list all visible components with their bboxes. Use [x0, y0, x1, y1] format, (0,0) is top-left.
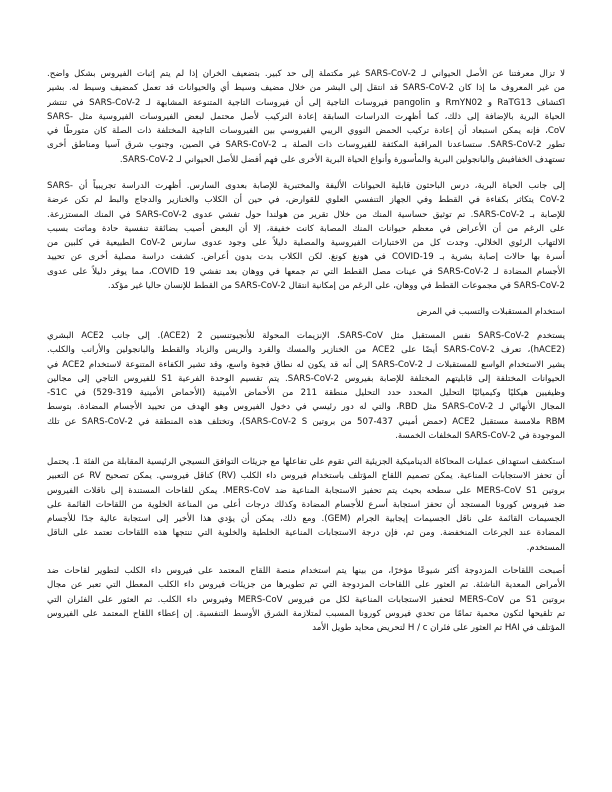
text-line: أسرة بها حالات إصابة بشرية بـ COVID-19 في هونغ كونغ. لكن الكلاب بدت بدون أعراض. كشفت دراسة مصلية أخرى عن تحييد — [47, 252, 565, 263]
text-line: بروتين MERS-CoV S1 على سطحه بحيث يتم تحفيز الاستجابة المناعية ضد MERS-CoV. يمكن للقاحات المستندة إلى ناقلات الفيروس — [47, 485, 565, 496]
text-line: RBM ملامسة مستقبل ACE2 (حمض أميني 437-507 من بروتين SARS-CoV-2 S)، وتختلف هذه المنطقة في SARS-CoV-2 عن تلك — [47, 416, 565, 427]
text-line: CoV-2 يتكاثر بكفاءة في القطط وفي الجهاز التنفسي العلوي للقوارض، في حين أن الكلاب والخنازير والدجاج والبط لم تكن عرضة — [47, 195, 565, 206]
text-line: الأجسام المضادة لـ SARS-CoV-2 في عينات مصل القطط التي تم جمعها في ووهان بعد تفشي COVID 19، مما يوفر دليلاً على عدوى — [47, 266, 565, 277]
text-line: استكشف استهداف عمليات المحاكاة الديناميكية الجزيئية التي تقوم على تفاعلها مع جزيئات التوافق النسيجي الرئيسية المقابلة من الفئة 1. يحتمل — [47, 457, 565, 467]
text-line: المجال الأنهائي لـ SARS-CoV-2 مثل RBD، والتي له دور رئيسي في دخول الفيروس وهو الهدف من تحييد الأجسام المضادة. بتوسط — [47, 402, 565, 413]
paragraph-vaccine-vectors — [47, 455, 565, 555]
text-line: اكتشاف RaTG13 و RmYN02 و pangolin فيروسات التاجية إلى أن فيروسات التاجية المتنوعة المشابهة لـ SARS-CoV-2 في تنتشر — [47, 97, 565, 108]
text-line: المستخدم. — [526, 542, 565, 553]
text-line: للإصابة بـ SARS-CoV-2. تم توثيق حساسية المنك من خلال تقرير من هولندا حول تفشي عدوى SARS-CoV-2 في المنك المستزرعة. — [47, 209, 565, 220]
text-line: SARS-CoV-2 في مجموعات القطط في ووهان، على الرغم من إمكانية انتقال SARS-CoV-2 من القطط للإنسان حاليا غير مؤكد. — [107, 281, 565, 292]
text-line: الحياة البرية بالإضافة إلى ذلك، كما أظهرت الدراسات السابقة إعادة التركيب لأصل محتمل لبعض الفيروسات الفيروسية مثل -SARS — [47, 111, 565, 122]
section-heading: استخدام المستقبلات والتسبب في المرض — [416, 307, 565, 317]
text-line: إلى جانب الحياة البرية، درس الباحثون قابلية الحيوانات الأليفة والمختبرية للإصابة بعدوى السارس. أظهرت الدراسة تجريبياً أن -SARS — [47, 181, 565, 191]
text-line: أن تحفز الاستجابات المناعية. يمكن تصميم اللقاح المؤتلف باستخدام فيروس داء الكلب (RV) كناقل فيروسي. يمكن تصحيح RV عن التعبير — [47, 471, 565, 482]
text-line: يستخدم SARS-CoV-2 نفس المستقبل مثل SARS-CoV، الإنزيمات المحولة للأنجيوتنسين 2 (ACE2). إلى جانب ACE2 البشري — [47, 331, 565, 341]
text-line: (hACE2)، تعرف SARS-CoV-2 أيضًا على ACE2 من الخنازير والمسك والقرد والريس والزباد والقطط والبانجولين والأرانب والكلب. — [47, 345, 565, 356]
paragraph-dual-vaccines — [47, 564, 565, 635]
text-line: لا تزال معرفتنا عن الأصل الحيواني لـ SARS-CoV-2 غير مكتملة إلى حد كبير. بتضعيف الخران إذا لم يتم إثبات الفيروس بشكل واضح. — [47, 69, 565, 79]
text-line: الحيوانات المختلفة إلى قابليتهم المختلفة للإصابة بفيروس SARS-CoV-2. يتم تقسيم الوحدة الفرعية S1 للفيروس التاجي إلى مجالين — [47, 373, 565, 384]
paragraph-animal-origin — [47, 67, 565, 167]
text-line: الموجودة في SARS-CoV-2 المخلفات الخمسة. — [395, 431, 565, 442]
text-line: المؤتلف في HAI تم العثور على فئران H / c لتحريض محايد طويل الأمد — [312, 623, 565, 634]
paragraph-receptor-usage — [47, 329, 565, 443]
text-line: تستهدف الخفافيش والبانجولين البرية والمأسورة وأنواع الحياة البرية الأخرى على فهم أفضل للأصل الحيواني لـ SARS-CoV-2. — [119, 154, 565, 165]
text-line: وظيفيين هيكليًا وكيميائيًا التحليل المحدد حدد التحليل منطقة 211 من الأحماض الأمينية (الأحماض الأمينية 319-529) في S1C- — [47, 388, 565, 399]
paragraph-animal-susceptibility — [47, 179, 565, 293]
text-line: الجسيمات القائمة على ناقل الجسيمات إيجابية الجرام (GEM). ومع ذلك، يمكن أن يؤدي هذا الأخير إلى استجابة عالية جدًا للأجسام — [47, 514, 565, 525]
text-line: أصبحت اللقاحات المزدوجة أكثر شيوعًا مؤخرًا، من بينها يتم استخدام منصة اللقاح المعتمد على فيروس داء الكلب لتطوير لقاحات ضد — [47, 566, 565, 576]
text-line: من غير المعروف ما إذا كان SARS-CoV-2 قد انتقل إلى البشر من خلال مضيف وسيط أي والحيوانات قد تعمل كمضيف وسيط له. بشير — [47, 83, 565, 94]
text-line: المضادة عند الجرعات المنخفضة. ومن ثم، فإن درجة الاستجابات المناعية الخلطية والخلوية التي تنتجها هذه اللقاحات تعتمد على الناقل — [47, 528, 565, 539]
text-line: CoV، فإنه يمكن استبعاد أن إعادة تركيب الحمض النووي الريبي الفيروسي بين الفيروسات التاجية المختلفة ذات الصلة كان متورطًا في — [47, 126, 565, 137]
text-line: تطور SARS-CoV-2. ستساعدنا المراقبة المكثفة للفيروسات ذات الصلة بـ SARS-CoV-2 في الصين، وجنوب شرق آسيا ومناطق أخرى — [47, 140, 565, 151]
text-line: الالتهاب الرئوي الخلالي. وجدت كل من الاختبارات الفيروسية والمصلية دليلاً على وجود عدوى سارس CoV-2 الطبيعية في كلبين من — [47, 238, 565, 249]
text-line: تم تلقيحها لتكون محمية تمامًا من تحدي فيروس كورونا المسبب لمتلازمة الشرق الأوسط التنفسية. إن إعطاء اللقاح المعتمد على الفيروس — [47, 608, 565, 619]
text-line: بروتين S1 من MERS-CoV لتحفيز الاستجابات المناعية لكل من فيروس MERS-CoV وفيروس داء الكلب. تم العثور على الفئران التي — [47, 594, 565, 605]
text-line: على الرغم من أن الأعراض في معظم حيوانات المنك المصابة كانت خفيفة، إلا أن البعض أصيب بضائقة تنفسية حادة وماتت بسبب — [47, 223, 565, 234]
text-line: يشير الاستخدام الواسع للمستقبلات لـ SARS-CoV-2 إلى أنه قد يكون له نطاق فجوة واسع، وقد تشير الكفاءة المتنوعة لاستخدام ACE2 في — [47, 359, 565, 370]
text-line: الأمراض المعدية الناشئة. تم العثور على اللقاحات المزدوجة التي تم تطويرها من جزيئات فيروس داء الكلب المعطل التي تعبر عن مجال — [47, 580, 565, 591]
text-line: ضد فيروس كورونا المستجد أن تحفز استجابة أسرع للأجسام المضادة وكذلك درجات أعلى من المناعة الخلوية من اللقاحات القائمة على — [47, 499, 565, 510]
